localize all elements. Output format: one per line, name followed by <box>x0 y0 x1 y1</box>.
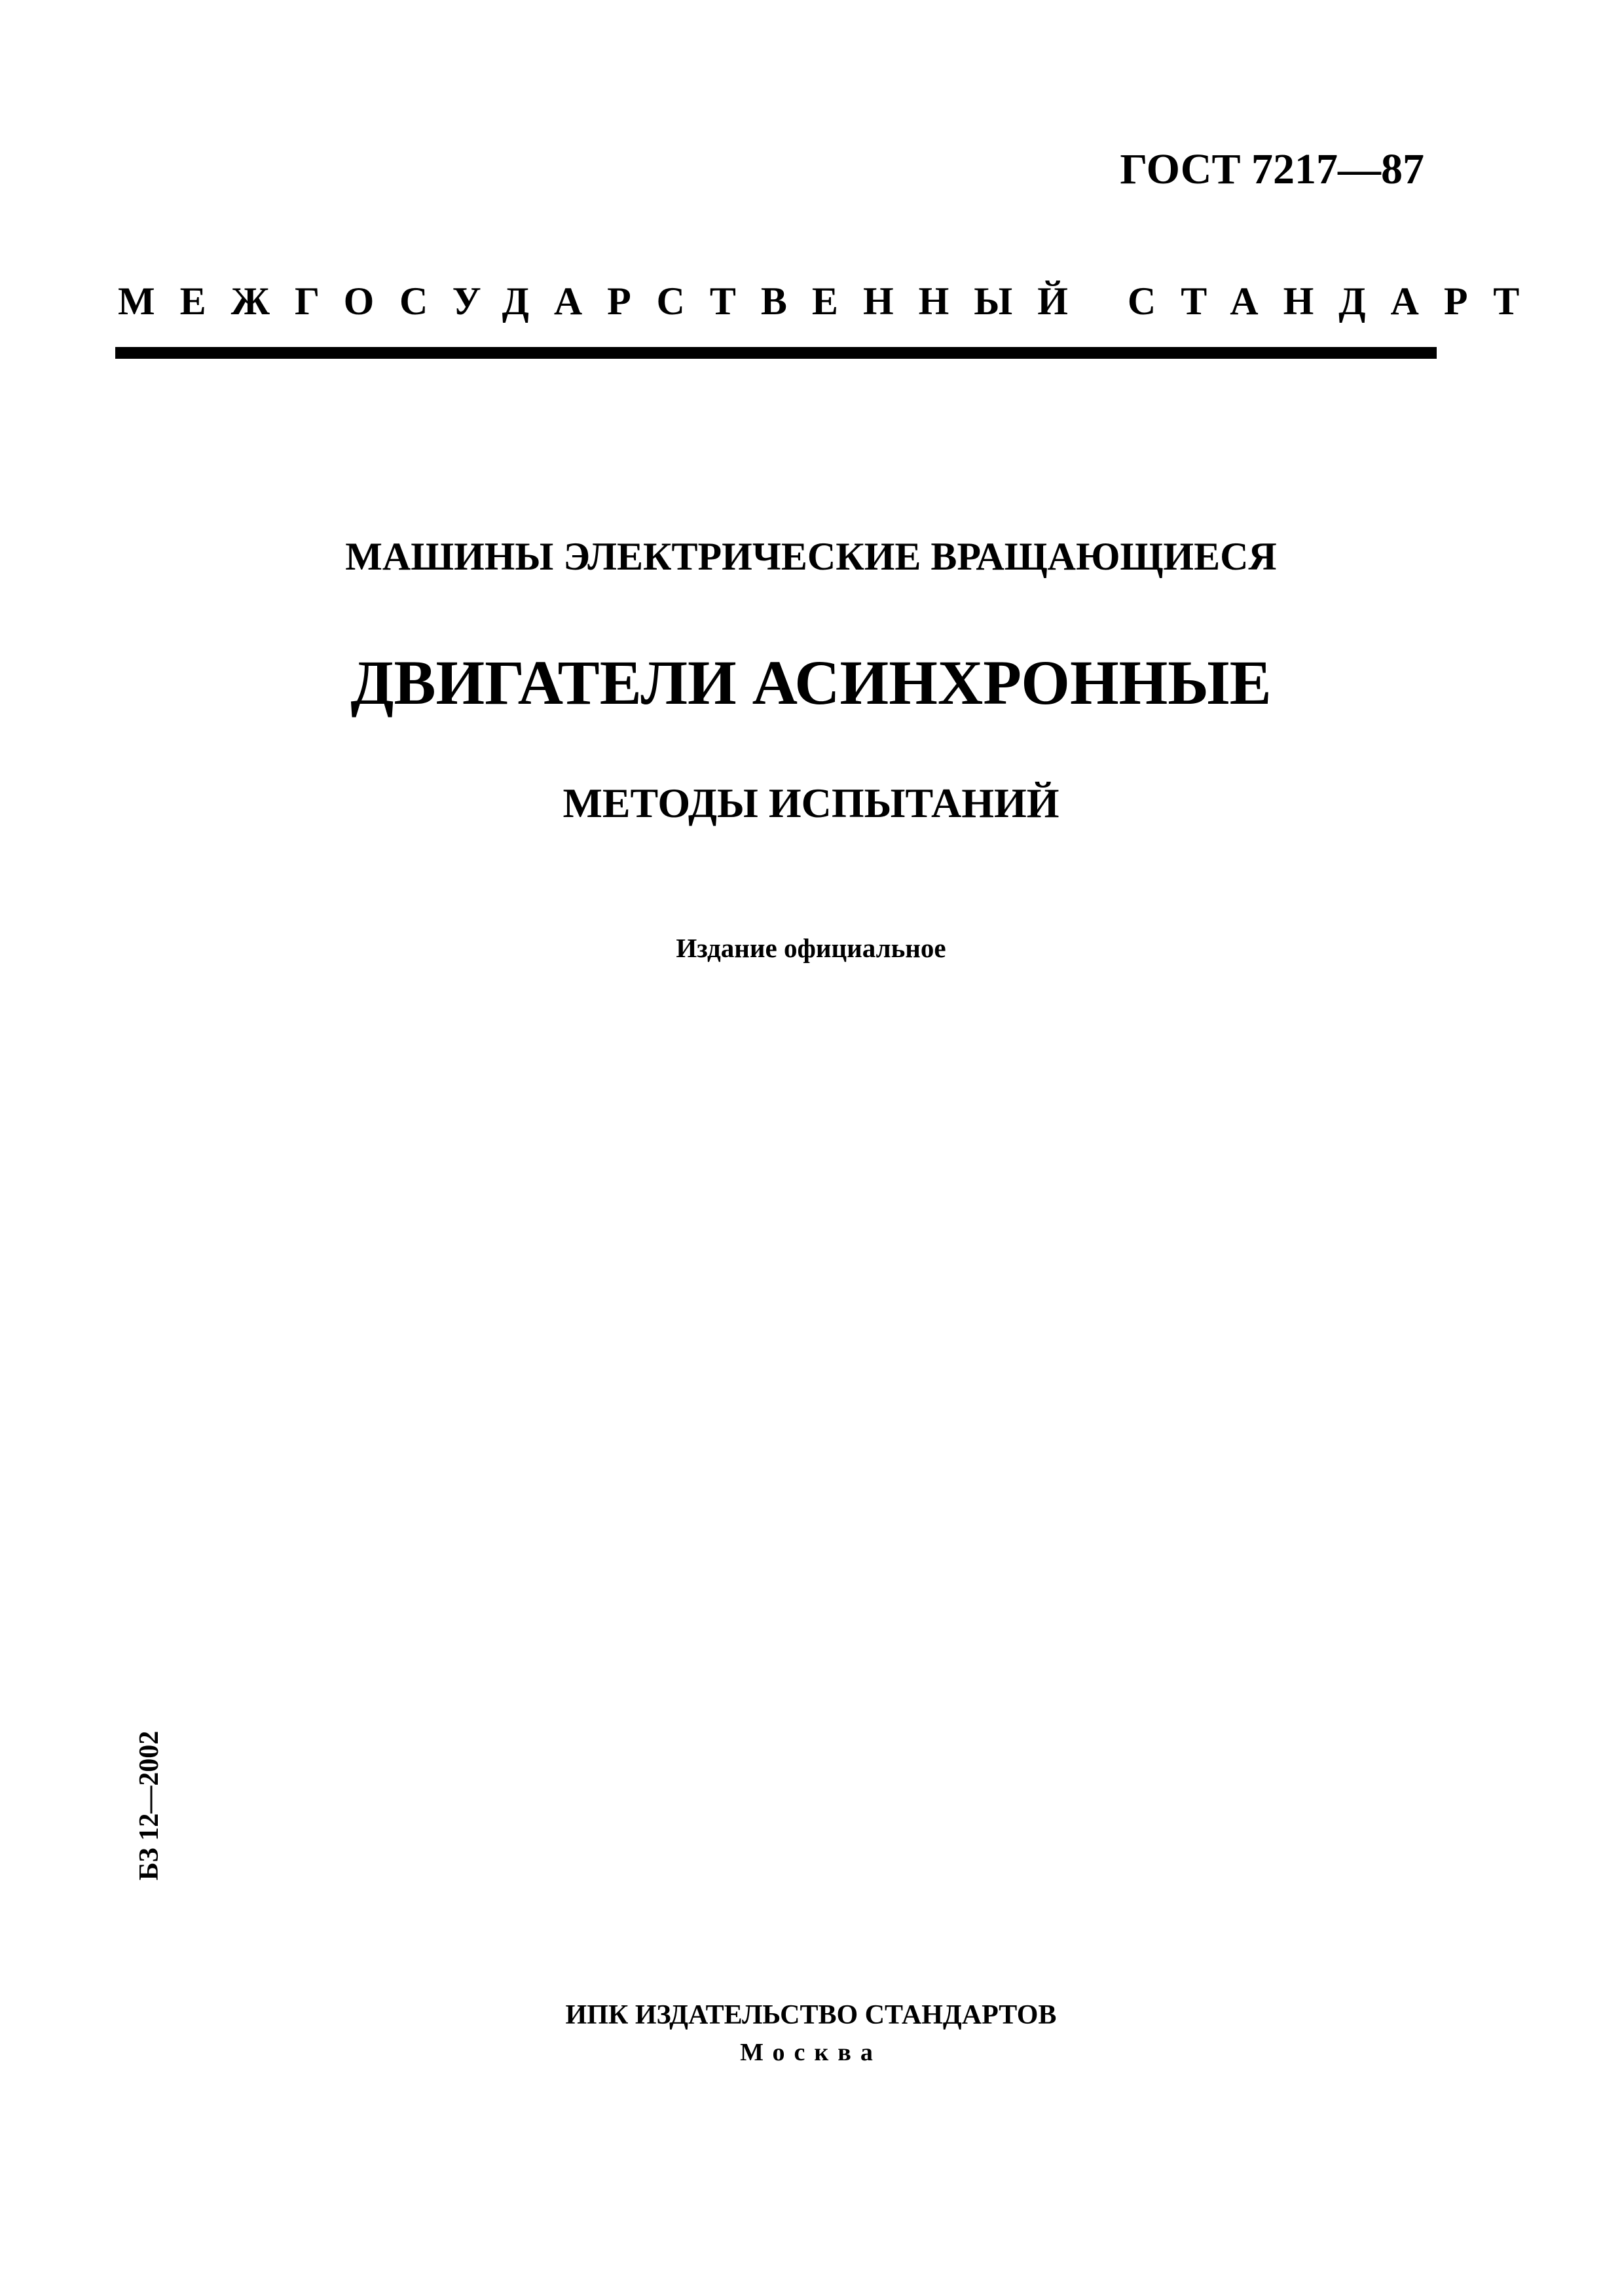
publisher-name: ИПК ИЗДАТЕЛЬСТВО СТАНДАРТОВ <box>565 2000 1057 2030</box>
subject-heading: МАШИНЫ ЭЛЕКТРИЧЕСКИЕ ВРАЩАЮЩИЕСЯ <box>345 535 1277 578</box>
edition-note: Издание официальное <box>676 933 946 963</box>
header-rule-divider <box>115 347 1437 359</box>
side-publication-code: БЗ 12—2002 <box>134 1730 164 1881</box>
subtitle: МЕТОДЫ ИСПЫТАНИЙ <box>562 780 1060 826</box>
publisher-city: Москва <box>740 2039 882 2066</box>
document-code: ГОСТ 7217—87 <box>1120 145 1424 193</box>
main-title: ДВИГАТЕЛИ АСИНХРОННЫЕ <box>350 647 1272 718</box>
standard-type-heading: МЕЖГОСУДАРСТВЕННЫЙ СТАНДАРТ <box>118 280 1545 323</box>
